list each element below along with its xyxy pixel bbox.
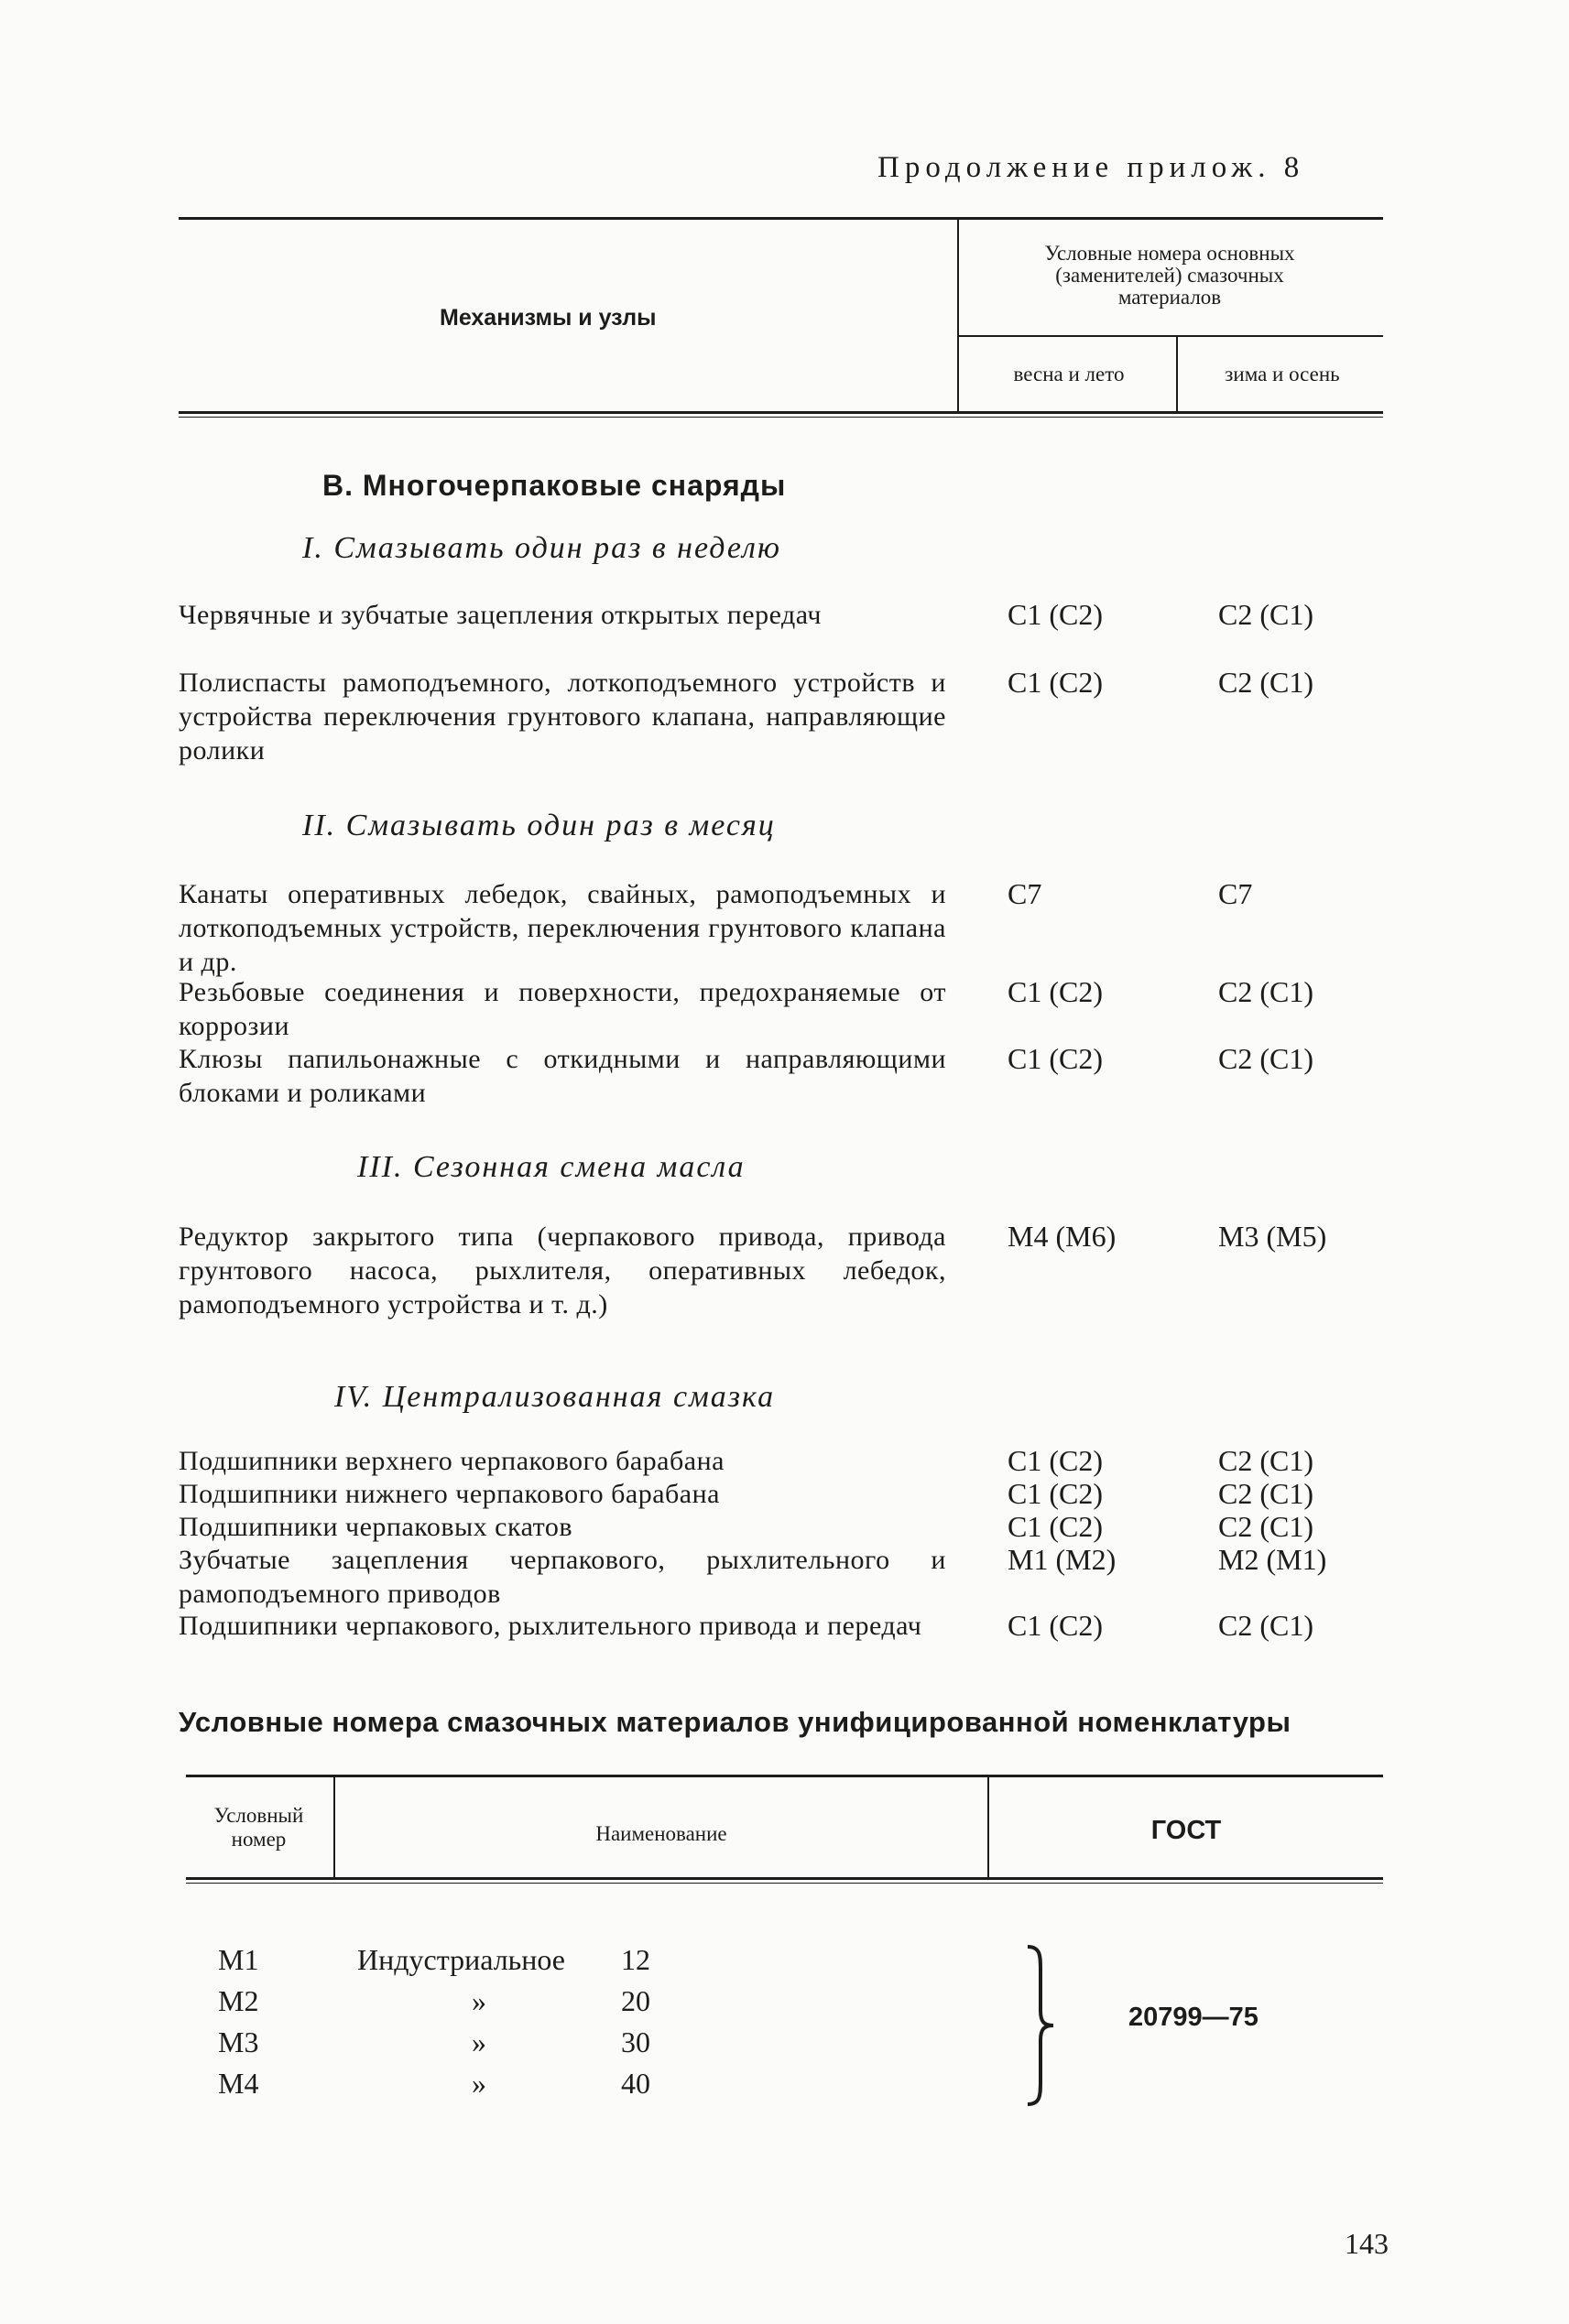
table2-row-name: Индустриальное <box>357 1943 565 1976</box>
table2-row-number: М2 <box>218 1984 259 2017</box>
table-row-spring: С1 (С2) <box>1008 1477 1103 1510</box>
table-row-spring: С7 <box>1008 877 1042 910</box>
table-row-spring: С1 (С2) <box>1008 666 1103 699</box>
table2-row-grade: 12 <box>621 1943 650 1976</box>
table-row-desc: Клюзы папильонажные с откидными и направляющими блоками и роликами <box>179 1044 946 1108</box>
section-title: В. Многочерпаковые снаряды <box>322 469 787 502</box>
table1-sub-rule <box>957 335 1383 337</box>
table2-row-grade: 20 <box>621 1984 650 2017</box>
table-row-spring: С1 (С2) <box>1008 598 1103 631</box>
table-row-winter: С2 (С1) <box>1218 1444 1313 1477</box>
table2-head-name: Наименование <box>595 1822 727 1845</box>
table1-col-divider <box>957 220 959 412</box>
table2-top-rule <box>186 1775 1383 1777</box>
table2-title: Условные номера смазочных материалов унифицированной номенклатуры <box>179 1706 1291 1738</box>
table-row-desc: Подшипники черпаковых скатов <box>179 1512 573 1542</box>
table2-gost-value: 20799—75 <box>1128 2003 1258 2032</box>
table2-row-number: М4 <box>218 2067 259 2100</box>
table2-col-divider-1 <box>333 1777 335 1878</box>
table-row-winter: С2 (С1) <box>1218 975 1313 1008</box>
table2-row-name: » <box>472 1984 486 2017</box>
table2-head-bottom-rule <box>186 1877 1383 1880</box>
table-row-spring: М4 (М6) <box>1008 1220 1117 1253</box>
table-row-winter: М3 (М5) <box>1218 1220 1327 1253</box>
table1-bottom-rule-2 <box>179 417 1383 418</box>
table1-top-rule <box>179 217 1383 220</box>
table-row-winter: С2 (С1) <box>1218 1510 1313 1543</box>
table2-row-grade: 40 <box>621 2067 650 2100</box>
group-title-2: II. Смазывать один раз в месяц <box>302 809 776 842</box>
table2-head-number <box>188 1804 330 1852</box>
table-row-spring: С1 (С2) <box>1008 1510 1103 1543</box>
group-title-3: III. Сезонная смена масла <box>357 1150 746 1184</box>
col-header-spring: весна и лето <box>1013 363 1125 386</box>
table-row-desc: Зубчатые зацепления черпакового, рыхлительного и рамоподъемного приводов <box>179 1545 946 1609</box>
table-row-winter: С2 (С1) <box>1218 1477 1313 1510</box>
col-header-materials-line-2: (заменителей) смазочных <box>1055 264 1284 287</box>
table-row-desc: Подшипники нижнего черпакового барабана <box>179 1479 720 1509</box>
table2-row-name: » <box>472 2067 486 2100</box>
col-header-winter: зима и осень <box>1225 363 1340 386</box>
right-brace-icon <box>1024 1943 1057 2108</box>
table-row-desc: Червячные и зубчатые зацепления открытых передач <box>179 600 822 630</box>
table-row-spring: С1 (С2) <box>1008 1609 1103 1642</box>
table2-row-grade: 30 <box>621 2025 650 2058</box>
table-row-winter: С2 (С1) <box>1218 598 1313 631</box>
table-row-spring: С1 (С2) <box>1008 975 1103 1008</box>
table-row-desc: Подшипники черпакового, рыхлительного привода и передач <box>179 1611 922 1641</box>
col-header-mechanism: Механизмы и узлы <box>440 305 657 331</box>
col-header-materials-line-3: материалов <box>1117 286 1222 309</box>
table2-row-number: М1 <box>218 1943 259 1976</box>
col-header-materials-line-1: Условные номера основных <box>1044 242 1295 265</box>
continuation-header: Продолжение прилож. 8 <box>877 151 1305 184</box>
table2-head-gost: ГОСТ <box>1150 1816 1222 1845</box>
table-row-spring: С1 (С2) <box>1008 1042 1103 1075</box>
group-title-4: IV. Централизованная смазка <box>334 1380 776 1414</box>
table2-row-name: » <box>472 2025 486 2058</box>
table2-row-number: М3 <box>218 2025 259 2058</box>
table-row-desc: Полиспасты рамоподъемного, лоткоподъемного устройств и устройства переключения грунтового клапана, направляющие ролики <box>179 668 946 766</box>
table-row-spring: М1 (М2) <box>1008 1543 1117 1576</box>
table2-head-bottom-rule-2 <box>186 1883 1383 1884</box>
table-row-winter: С2 (С1) <box>1218 1042 1313 1075</box>
table1-bottom-rule <box>179 411 1383 414</box>
table-row-desc: Подшипники верхнего черпакового барабана <box>179 1446 725 1476</box>
table-row-winter: С2 (С1) <box>1218 666 1313 699</box>
page-number: 143 <box>1345 2227 1389 2260</box>
table1-season-divider <box>1176 337 1178 412</box>
table2-head-number-line-2: номер <box>231 1828 287 1851</box>
table-row-spring: С1 (С2) <box>1008 1444 1103 1477</box>
table-row-desc: Редуктор закрытого типа (черпакового привода, привода грунтового насоса, рыхлителя, оперативных лебедок, рамоподъемного устройства и т. д.) <box>179 1222 946 1319</box>
table2-head-number-line-1: Условный <box>213 1804 304 1827</box>
table-row-desc: Канаты оперативных лебедок, свайных, рамоподъемных и лоткоподъемных устройств, переключения грунтового клапана и др. <box>179 879 946 977</box>
col-header-materials <box>964 243 1376 309</box>
group-title-1: I. Смазывать один раз в неделю <box>302 531 781 565</box>
table-row-desc: Резьбовые соединения и поверхности, предохраняемые от коррозии <box>179 977 946 1041</box>
table-row-winter: С2 (С1) <box>1218 1609 1313 1642</box>
table-row-winter: М2 (М1) <box>1218 1543 1327 1576</box>
table-row-winter: С7 <box>1218 877 1253 910</box>
